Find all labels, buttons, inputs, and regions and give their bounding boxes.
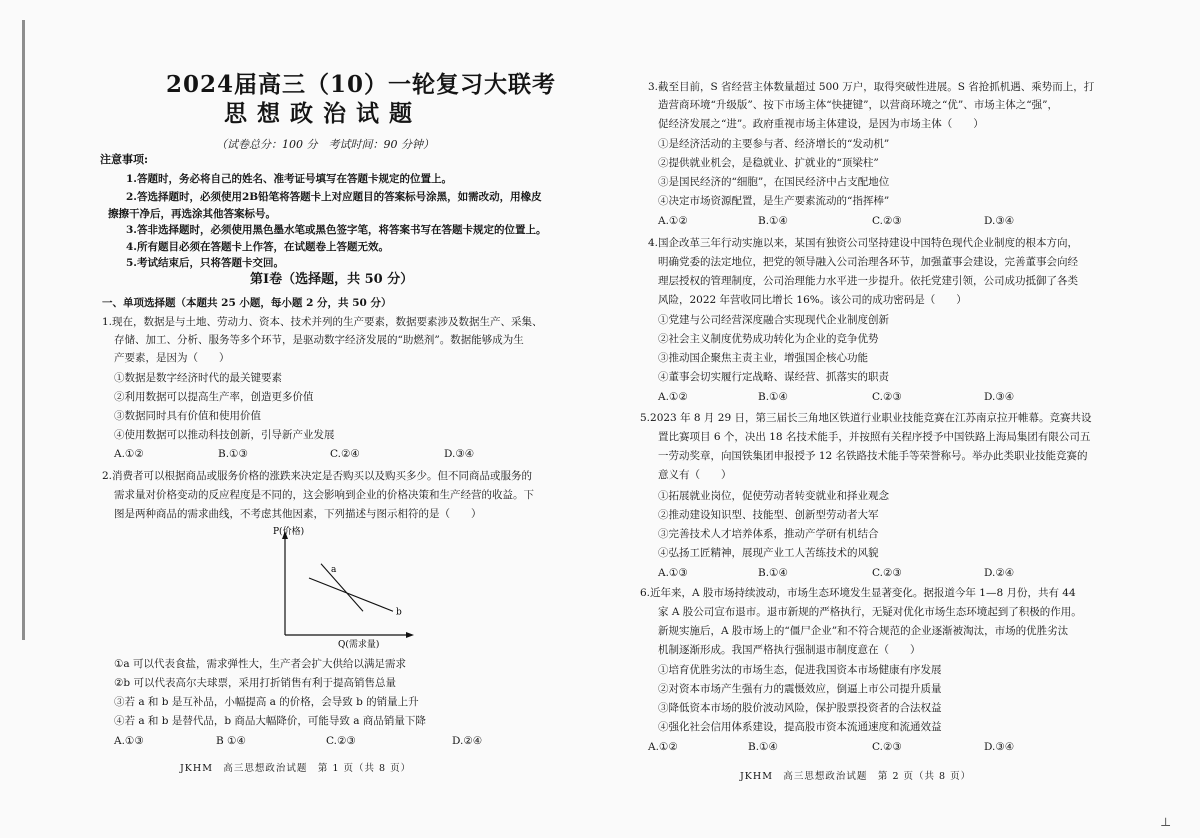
exam-info: （试卷总分：100 分 考试时间：90 分钟）: [216, 138, 434, 151]
q5-option-a[interactable]: A.①③: [658, 567, 688, 579]
q2-item: ④若 a 和 b 是替代品，b 商品大幅降价，可能导致 a 商品销量下降: [114, 715, 426, 727]
q3-option-b[interactable]: B.①④: [758, 215, 788, 227]
q2-item: ③若 a 和 b 是互补品，小幅提高 a 的价格，会导致 b 的销量上升: [114, 696, 419, 708]
notice-item: 1.答题时，务必将自己的姓名、准考证号填写在答题卡规定的位置上。: [126, 173, 452, 185]
exam-title: 2024届高三（10）一轮复习大联考: [166, 71, 557, 98]
q6-stem: 6.近年来，A 股市场持续波动，市场生态环境发生显著变化。据报道今年 1—8 月份，共有 44: [640, 587, 1076, 599]
q6-stem: 机制逐渐形成。我国严格执行强制退市制度意在（ ）: [658, 644, 921, 656]
q2-stem: 需求量对价格变动的反应程度是不同的，这会影响到企业的价格决策和生产经营的收益。下: [114, 489, 534, 501]
q4-option-b[interactable]: B.①④: [758, 391, 788, 403]
demand-curve-a: [321, 564, 363, 612]
q3-item: ①是经济活动的主要参与者、经济增长的“发动机”: [658, 138, 890, 150]
notice-item: 5.考试结束后，只将答题卡交回。: [126, 257, 284, 269]
q2-item: ②b 可以代表高尔夫球票，采用打折销售有利于提高销售总量: [114, 677, 396, 689]
q1-item: ③数据同时具有价值和使用价值: [114, 410, 261, 422]
part-heading: 一、单项选择题（本题共 25 小题，每小题 2 分，共 50 分）: [102, 297, 392, 309]
q5-item: ②推动建设知识型、技能型、创新型劳动者大军: [658, 509, 879, 521]
q5-stem: 5.2023 年 8 月 29 日，第三届长三角地区铁道行业职业技能竞赛在江苏南京拉开帷幕。竞赛共设: [640, 412, 1092, 424]
q6-option-a[interactable]: A.①②: [648, 741, 678, 753]
q6-item: ②对资本市场产生强有力的震慑效应，倒逼上市公司提升质量: [658, 683, 942, 695]
page-footer-left: JKHM 高三思想政治试题 第 1 页（共 8 页）: [180, 763, 412, 774]
q3-option-c[interactable]: C.②③: [872, 215, 902, 227]
q6-option-d[interactable]: D.③④: [984, 741, 1015, 753]
demand-curve-chart: [270, 525, 420, 650]
notice-item: 4.所有题目必须在答题卡上作答，在试题卷上答题无效。: [126, 241, 389, 253]
q4-item: ①党建与公司经营深度融合实现现代企业制度创新: [658, 314, 889, 326]
q4-stem: 风险，2022 年营收同比增长 16%。该公司的成功密码是（ ）: [658, 294, 967, 306]
scan-corner-mark: ⊥: [1160, 815, 1172, 829]
scan-edge-shadow: [22, 20, 25, 640]
q6-option-c[interactable]: C.②③: [872, 741, 902, 753]
q4-option-c[interactable]: C.②③: [872, 391, 902, 403]
q6-item: ①培育优胜劣汰的市场生态，促进我国资本市场健康有序发展: [658, 664, 942, 676]
q3-item: ②提供就业机会，是稳就业、扩就业的“顶梁柱”: [658, 157, 879, 169]
q6-item: ③降低资本市场的股价波动风险，保护股票投资者的合法权益: [658, 702, 942, 714]
q4-item: ④董事会切实履行定战略、谋经营、抓落实的职责: [658, 371, 889, 383]
x-axis-label: Q(需求量): [338, 640, 380, 650]
demand-curve-b: [309, 578, 393, 611]
q2-stem: 2.消费者可以根据商品或服务价格的涨跌来决定是否购买以及购买多少。但不同商品或服务的: [102, 470, 533, 482]
q5-option-c[interactable]: C.②③: [872, 567, 902, 579]
x-axis-arrow: [406, 632, 414, 638]
q5-stem: 意义有（ ）: [658, 469, 732, 481]
subject-title: 思想政治试题: [224, 100, 422, 127]
q1-item: ②利用数据可以提高生产率，创造更多价值: [114, 391, 314, 403]
q3-stem: 促经济发展之“进”。政府重视市场主体建设，是因为市场主体（ ）: [658, 118, 984, 130]
q4-stem: 4.国企改革三年行动实施以来，某国有独资公司坚持建设中国特色现代企业制度的根本方向，: [648, 237, 1079, 249]
q1-option-c[interactable]: C.②④: [330, 448, 360, 460]
q5-option-d[interactable]: D.②④: [984, 567, 1015, 579]
q6-option-b[interactable]: B.①④: [748, 741, 778, 753]
q5-item: ①拓展就业岗位，促使劳动者转变就业和择业观念: [658, 490, 889, 502]
q5-option-b[interactable]: B.①④: [758, 567, 788, 579]
q4-item: ③推动国企聚焦主责主业，增强国企核心功能: [658, 352, 868, 364]
q5-stem: 一劳动奖章，向国铁集团申报授予 12 名铁路技术能手等荣誉称号。举办此类职业技能竞赛的: [658, 450, 1088, 462]
q2-option-d[interactable]: D.②④: [452, 735, 483, 747]
q3-item: ③是国民经济的“细胞”，在国民经济中占支配地位: [658, 176, 890, 188]
q6-item: ④强化社会信用体系建设，提高股市资本流通速度和流通效益: [658, 721, 942, 733]
q1-item: ①数据是数字经济时代的最关键要素: [114, 372, 282, 384]
notice-item: 2.答选择题时，必须使用2B铅笔将答题卡上对应题目的答案标号涂黑，如需改动，用橡皮: [126, 191, 542, 203]
q2-option-a[interactable]: A.①③: [114, 735, 144, 747]
q2-item: ①a 可以代表食盐，需求弹性大，生产者会扩大供给以满足需求: [114, 658, 407, 670]
q2-option-c[interactable]: C.②③: [326, 735, 356, 747]
q1-stem: 存储、加工、分析、服务等多个环节，是驱动数字经济发展的“助燃剂”。数据能够成为生: [114, 334, 524, 346]
page-footer-right: JKHM 高三思想政治试题 第 2 页（共 8 页）: [740, 771, 972, 782]
q3-stem: 3.截至目前，S 省经营主体数量超过 500 万户，取得突破性进展。S 省抢抓机遇、乘势而上，打: [648, 81, 1095, 93]
q5-item: ④弘扬工匠精神，展现产业工人苦练技术的风貌: [658, 547, 879, 559]
q5-item: ③完善技术人才培养体系，推动产学研有机结合: [658, 528, 879, 540]
notice-heading: 注意事项:: [100, 153, 149, 166]
q4-stem: 理层授权的管理制度，公司治理能力水平进一步提升。依托党建引领，公司成功抵御了各类: [658, 275, 1078, 287]
q3-item: ④决定市场资源配置，是生产要素流动的“指挥棒”: [658, 195, 890, 207]
q6-stem: 新规实施后，A 股市场上的“僵尸企业”和不符合规范的企业逐渐被淘汰，市场的优胜劣汰: [658, 625, 1069, 637]
y-axis-label: P(价格): [273, 527, 305, 537]
curve-label-a: a: [331, 564, 337, 575]
q4-stem: 明确党委的法定地位，把党的领导融入公司治理各环节，加强董事会建设，完善董事会向经: [658, 256, 1078, 268]
curve-label-b: b: [396, 607, 402, 618]
q3-option-d[interactable]: D.③④: [984, 215, 1015, 227]
q4-item: ②社会主义制度优势成功转化为企业的竞争优势: [658, 333, 879, 345]
q6-stem: 家 A 股公司宣布退市。退市新规的严格执行，无疑对优化市场生态环境起到了积极的作用。: [658, 606, 1082, 618]
notice-item: 3.答非选择题时，必须使用黑色墨水笔或黑色签字笔，将答案书写在答题卡规定的位置上。: [126, 224, 547, 236]
q1-stem: 产要素，是因为（ ）: [114, 352, 230, 364]
q1-option-d[interactable]: D.③④: [444, 448, 475, 460]
q5-stem: 置比赛项目 6 个，决出 18 名技术能手，并按照有关程序授予中国铁路上海局集团有限公司五: [658, 431, 1091, 443]
q1-option-a[interactable]: A.①②: [114, 448, 144, 460]
q4-option-a[interactable]: A.①②: [658, 391, 688, 403]
section-title: 第Ⅰ卷（选择题，共 50 分）: [250, 272, 414, 287]
q2-option-b[interactable]: B ①④: [216, 735, 246, 747]
q4-option-d[interactable]: D.③④: [984, 391, 1015, 403]
q2-stem: 图是两种商品的需求曲线，不考虑其他因素，下列描述与图示相符的是（ ）: [114, 508, 482, 520]
notice-item: 擦擦干净后，再选涂其他答案标号。: [108, 208, 276, 220]
q1-item: ④使用数据可以推动科技创新，引导新产业发展: [114, 429, 335, 441]
q3-option-a[interactable]: A.①②: [658, 215, 688, 227]
q1-stem: 1.现在，数据是与土地、劳动力、资本、技术并列的生产要素，数据要素涉及数据生产、采集、: [102, 316, 543, 328]
q3-stem: 造营商环境“升级版”、按下市场主体“快捷键”，以营商环境之“优”、市场主体之“强”，: [658, 99, 1058, 111]
q1-option-b[interactable]: B.①③: [218, 448, 248, 460]
